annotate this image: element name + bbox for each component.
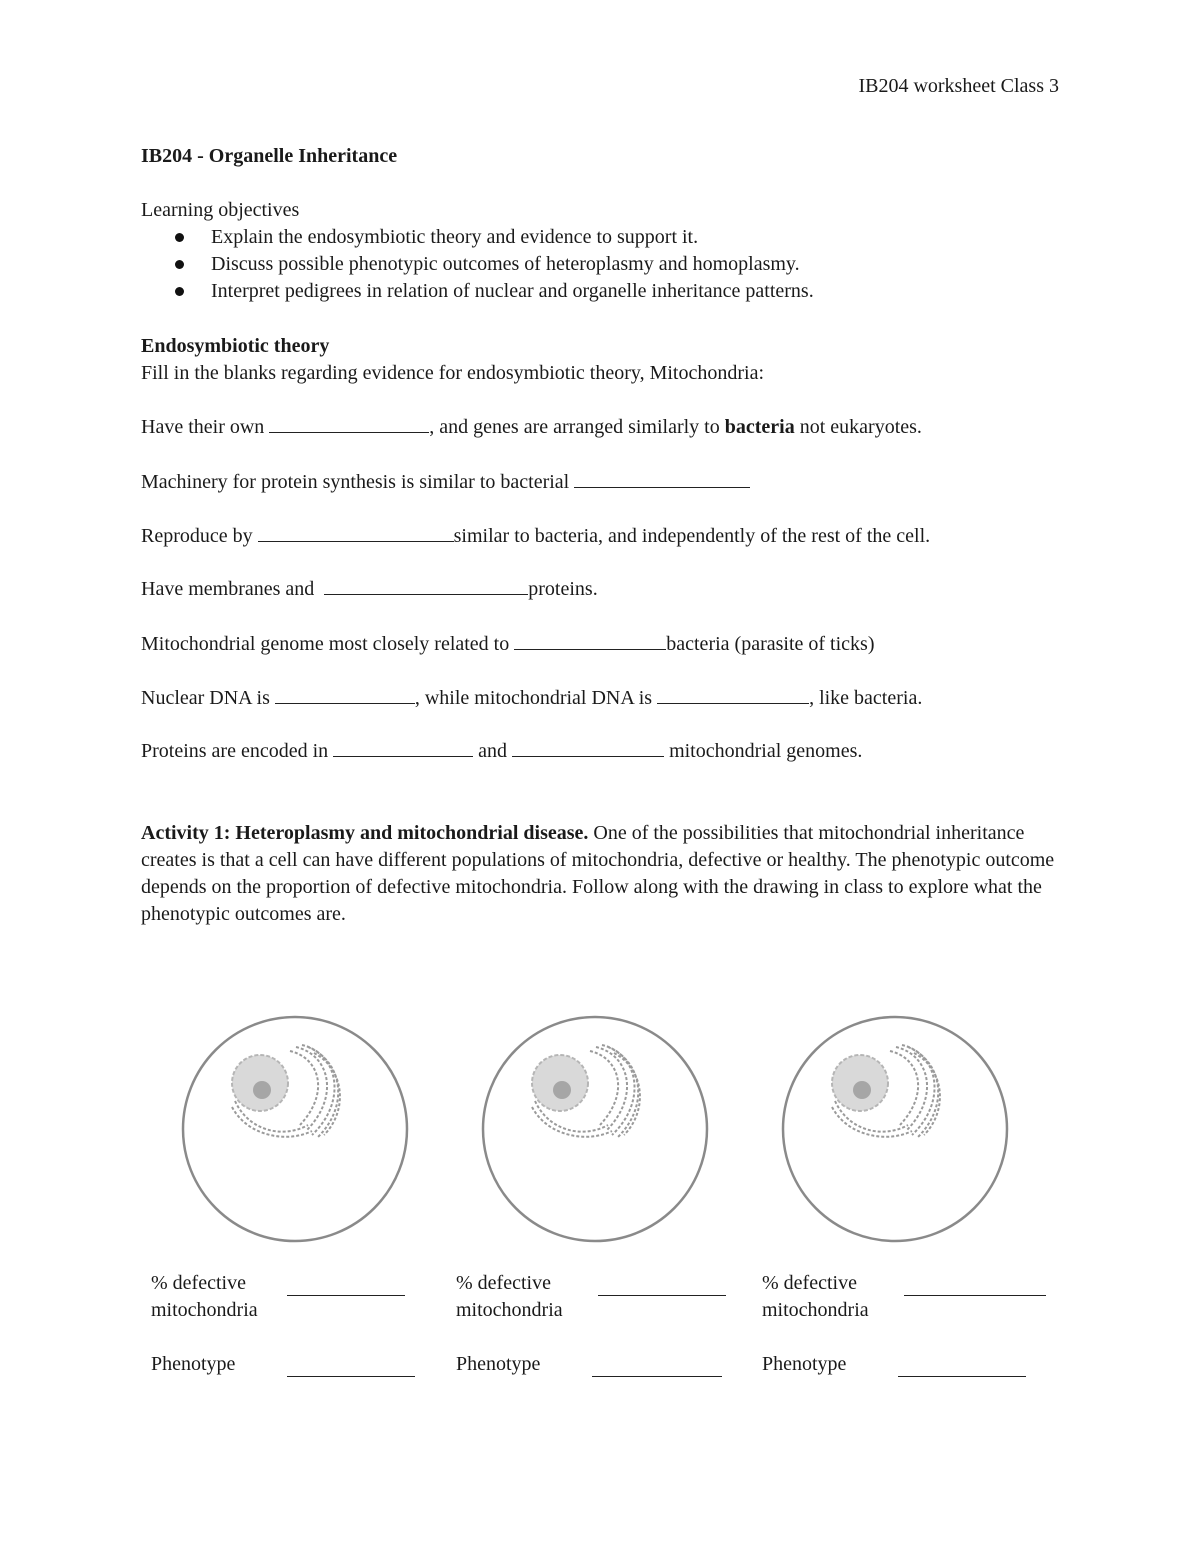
- fill-line-7: Proteins are encoded in and mitochondrial genomes.: [141, 737, 862, 764]
- list-item: Discuss possible phenotypic outcomes of heteroplasmy and homoplasmy.: [141, 251, 814, 278]
- activity-paragraph: [141, 820, 1056, 928]
- phenotype-label: Phenotype: [151, 1353, 236, 1375]
- activity-heading: Activity 1: Heteroplasmy and mitochondrial disease.: [141, 822, 589, 844]
- answer-blank[interactable]: [333, 737, 473, 757]
- fill-line-2: Machinery for protein synthesis is similar to bacterial: [141, 468, 750, 495]
- activity-body: One of the possibilities that mitochondrial inheritance creates is that a cell can have different populations of mitochondria, defective or healthy. The phenotypic outcome depends on the proportion of defective mitochondria. Follow along with the drawing in class to explore what the phenotypic outcomes are.: [141, 822, 1055, 925]
- phenotype-blank[interactable]: [287, 1357, 415, 1377]
- section-heading-endosymbiotic: Endosymbiotic theory: [141, 335, 330, 357]
- fill-line-4: Have membranes and proteins.: [141, 575, 598, 602]
- answer-blank[interactable]: [258, 522, 454, 542]
- cell-illustration: [180, 1013, 410, 1245]
- cell-labels-1: [151, 1270, 421, 1400]
- phenotype-label: Phenotype: [456, 1353, 541, 1375]
- phenotype-blank[interactable]: [592, 1357, 722, 1377]
- phenotype-blank[interactable]: [898, 1357, 1026, 1377]
- bullet-icon: [175, 287, 184, 296]
- cell-diagram-2: [480, 1013, 710, 1245]
- objectives-list: [141, 224, 814, 305]
- answer-blank[interactable]: [512, 737, 664, 757]
- pct-defective-label: % defective: [151, 1272, 246, 1294]
- cell-labels-2: [456, 1270, 736, 1400]
- page-header: IB204 worksheet Class 3: [858, 75, 1059, 97]
- answer-blank[interactable]: [514, 630, 666, 650]
- fill-line-5: Mitochondrial genome most closely related to bacteria (parasite of ticks): [141, 630, 874, 657]
- mitochondria-label: mitochondria: [151, 1299, 258, 1321]
- cell-diagram-3: [780, 1013, 1010, 1245]
- cell-illustration: [780, 1013, 1010, 1245]
- list-item: Explain the endosymbiotic theory and evidence to support it.: [141, 224, 814, 251]
- bullet-icon: [175, 260, 184, 269]
- list-item: Interpret pedigrees in relation of nuclear and organelle inheritance patterns.: [141, 278, 814, 305]
- page-title: IB204 - Organelle Inheritance: [141, 145, 398, 167]
- cell-diagram-1: [180, 1013, 410, 1245]
- answer-blank[interactable]: [269, 413, 429, 433]
- answer-blank[interactable]: [275, 684, 415, 704]
- cell-illustration: [480, 1013, 710, 1245]
- pct-blank[interactable]: [598, 1276, 726, 1296]
- phenotype-label: Phenotype: [762, 1353, 847, 1375]
- answer-blank[interactable]: [657, 684, 809, 704]
- pct-defective-label: % defective: [762, 1272, 857, 1294]
- learning-objectives-heading: Learning objectives: [141, 199, 300, 221]
- mitochondria-label: mitochondria: [762, 1299, 869, 1321]
- cell-labels-3: [762, 1270, 1052, 1400]
- fill-line-3: Reproduce by similar to bacteria, and independently of the rest of the cell.: [141, 522, 930, 549]
- pct-defective-label: % defective: [456, 1272, 551, 1294]
- bullet-icon: [175, 233, 184, 242]
- pct-blank[interactable]: [287, 1276, 405, 1296]
- fill-line-6: Nuclear DNA is , while mitochondrial DNA is , like bacteria.: [141, 684, 922, 711]
- mitochondria-label: mitochondria: [456, 1299, 563, 1321]
- fill-line-1: Have their own , and genes are arranged similarly to bacteria not eukaryotes.: [141, 413, 922, 440]
- section-intro: Fill in the blanks regarding evidence for endosymbiotic theory, Mitochondria:: [141, 362, 764, 384]
- answer-blank[interactable]: [574, 468, 750, 488]
- answer-blank[interactable]: [324, 575, 528, 595]
- pct-blank[interactable]: [904, 1276, 1046, 1296]
